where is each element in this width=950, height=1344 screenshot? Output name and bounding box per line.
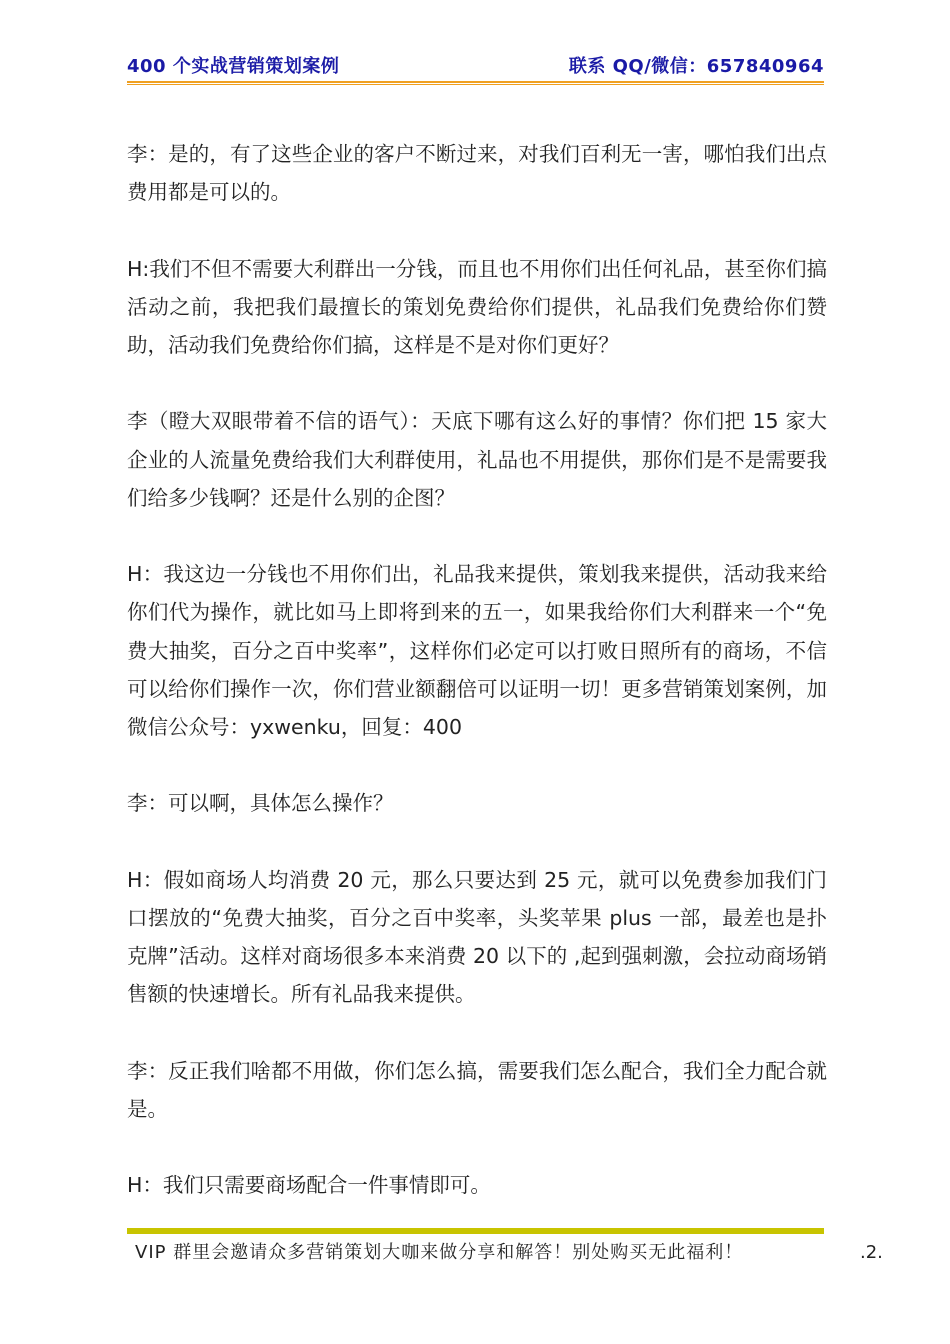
paragraph: H：我这边一分钱也不用你们出，礼品我来提供，策划我来提供，活动我来给你们代为操作，就比如马上即将到来的五一，如果我给你们大利群来一个“免费大抽奖，百分之百中奖率”，这样你们必定可以打败日照所有的商场，不信可以给你们操作一次，你们营业额翻倍可以证明一切！更多营销策划案例，加微信公众号：yxwenku，回复：400 (127, 562, 827, 739)
page-header (127, 54, 824, 80)
paragraph: 李：是的，有了这些企业的客户不断过来，对我们百利无一害，哪怕我们出点费用都是可以的。 (127, 142, 827, 205)
footer-divider (127, 1228, 824, 1234)
paragraph: 李：可以啊，具体怎么操作？ (127, 791, 394, 816)
paragraph: 李：反正我们啥都不用做，你们怎么搞，需要我们怎么配合，我们全力配合就是。 (127, 1058, 827, 1121)
document-body (127, 135, 827, 1243)
header-divider (127, 81, 824, 85)
footer-note: VIP 群里会邀请众多营销策划大咖来做分享和解答！别处购买无此福利！ (135, 1242, 744, 1263)
paragraph: H:我们不但不需要大利群出一分钱，而且也不用你们出任何礼品，甚至你们搞活动之前，我把我们最擅长的策划免费给你们提供，礼品我们免费给你们赞助，活动我们免费给你们搞，这样是不是对你们更好？ (127, 256, 827, 357)
header-contact: 联系 QQ/微信：657840964 (568, 56, 824, 77)
paragraph: 李（瞪大双眼带着不信的语气）：天底下哪有这么好的事情？你们把 15 家大企业的人流量免费给我们大利群使用，礼品也不用提供，那你们是不是需要我们给多少钱啊？还是什么别的企图？ (127, 409, 827, 510)
page-number: .2. (860, 1242, 883, 1263)
paragraph: H：假如商场人均消费 20 元，那么只要达到 25 元，就可以免费参加我们门口摆放的“免费大抽奖，百分之百中奖率，头奖苹果 plus 一部，最差也是扑克牌”活动。这样对商场很多本来消费 20 以下的 ,起到强刺激，会拉动商场销售额的快速增长。所有礼品我来提供。 (127, 867, 827, 1007)
header-title: 400 个实战营销策划案例 (127, 56, 340, 77)
paragraph: H：我们只需要商场配合一件事情即可。 (127, 1173, 491, 1198)
